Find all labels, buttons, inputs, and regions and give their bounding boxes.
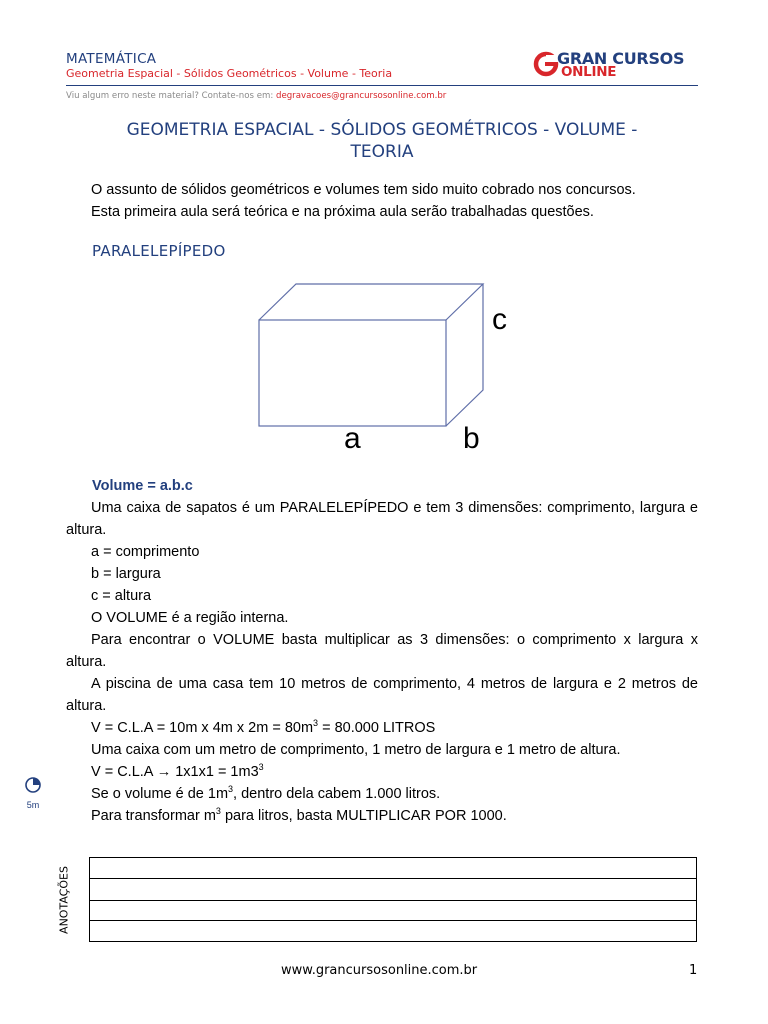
- paragraph-conversion: Para transformar $m^3$ para litros, basta MULTIPLICAR POR 1000.: [91, 806, 507, 824]
- notes-area[interactable]: [89, 857, 697, 942]
- box-top-face: [259, 284, 483, 320]
- intro-line-1: O assunto de sólidos geométricos e volumes tem sido muito cobrado nos concursos.: [91, 182, 636, 198]
- lesson-subtitle: Geometria Espacial - Sólidos Geométricos - Volume - Teoria: [66, 67, 393, 80]
- title-line-1: GEOMETRIA ESPACIAL - SÓLIDOS GEOMÉTRICOS - VOLUME -: [126, 120, 638, 140]
- title-line-2: TEORIA: [350, 142, 414, 162]
- paragraph-liters: Se o volume é de $1m^3$, dentro dela cabem 1.000 litros.: [91, 784, 441, 802]
- video-timestamp-marker[interactable]: [23, 776, 43, 810]
- footer-url[interactable]: www.grancursosonline.com.br: [281, 963, 478, 978]
- header-divider: [66, 85, 698, 86]
- equation-pool-volume: V = C.L.A = 10m x 4m x $2m = 80m^3 = 80.000$ LITROS: [91, 718, 436, 736]
- intro-line-2: Esta primeira aula será teórica e na próxima aula serão trabalhadas questões.: [91, 204, 594, 220]
- logo-g-icon: [533, 51, 559, 77]
- dimension-label-c: c: [492, 303, 507, 336]
- volume-formula-heading: Volume = a.b.c: [92, 478, 193, 494]
- logo-text-bottom: ONLINE: [561, 64, 617, 80]
- box-side-face: [446, 284, 483, 426]
- dimension-label-a: a: [344, 422, 361, 455]
- timer-icon: [24, 776, 42, 794]
- equation-unit-volume: $V = C.L.A \to 1x1x1 = 1m3^3$: [91, 762, 264, 780]
- section-heading: PARALELEPÍPEDO: [92, 242, 226, 260]
- notes-line: [90, 900, 696, 901]
- page-title: [66, 119, 698, 163]
- notes-label: ANOTAÇÕES: [57, 866, 71, 934]
- errata-email-link[interactable]: degravacoes@grancursosonline.com.br: [275, 91, 447, 101]
- paragraph-multiply: Para encontrar o VOLUME basta multiplicar as 3 dimensões: o comprimento x largura x altura.: [66, 632, 698, 670]
- definition-c: c = altura: [91, 588, 152, 604]
- paragraph-pool: A piscina de uma casa tem 10 metros de comprimento, 4 metros de largura e 2 metros de altura.: [66, 676, 698, 714]
- subject-label: MATEMÁTICA: [66, 51, 157, 67]
- logo-text-top: GRAN CURSOS: [557, 49, 685, 68]
- dimension-label-b: b: [463, 422, 480, 455]
- definition-b: b = largura: [91, 566, 161, 582]
- errata-note: [66, 91, 446, 101]
- timer-label: 5m: [26, 800, 40, 810]
- notes-line: [90, 878, 696, 879]
- parallelepiped-figure: [250, 278, 530, 458]
- notes-line: [90, 920, 696, 921]
- paragraph-volume-region: O VOLUME é a região interna.: [91, 610, 289, 626]
- paragraph-unit-box: Uma caixa com um metro de comprimento, 1 metro de largura e 1 metro de altura.: [91, 742, 621, 758]
- errata-text: Viu algum erro neste material? Contate-nos em:: [66, 91, 276, 101]
- box-front-face: [259, 320, 446, 426]
- paragraph-shoebox: Uma caixa de sapatos é um PARALELEPÍPEDO e tem 3 dimensões: comprimento, largura e altura.: [66, 500, 698, 538]
- page-number: 1: [689, 963, 698, 978]
- gran-cursos-logo: [533, 47, 703, 85]
- definition-a: a = comprimento: [91, 544, 200, 560]
